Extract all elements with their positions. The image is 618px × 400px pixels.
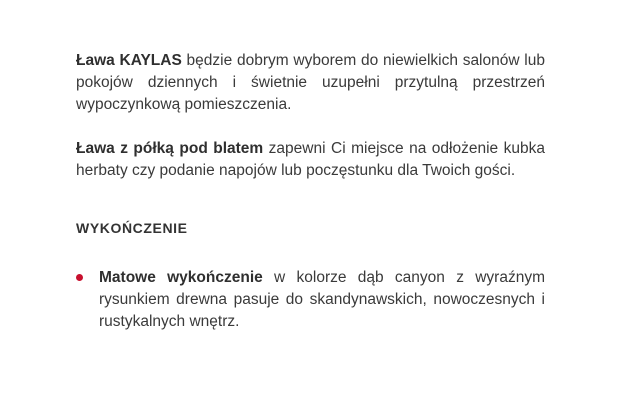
bullet-dot-icon: [76, 274, 83, 281]
feature-bold: Ława z półką pod blatem: [76, 140, 264, 157]
list-item: [76, 267, 545, 333]
finish-bullet-list: [76, 267, 545, 333]
description-paragraph-1-text: będzie dobrym wyborem do niewielkich salonów lub pokojów dziennych i świetnie uzupełni przytulną przestrzeń wypoczynkową pomieszczenia.: [76, 52, 545, 113]
list-item-text: [99, 267, 545, 333]
description-paragraph-1: [76, 50, 545, 116]
description-paragraph-2-text: zapewni Ci miejsce na odłożenie kubka herbaty czy podanie napojów lub poczęstunku dla Twoich gości.: [76, 140, 545, 179]
finish-section-heading: WYKOŃCZENIE: [76, 220, 188, 236]
list-item-bold: Matowe wykończenie: [99, 269, 263, 286]
description-paragraph-2: [76, 138, 545, 182]
product-name-bold: Ława KAYLAS: [76, 52, 182, 69]
list-item-body: w kolorze dąb canyon z wyraźnym rysunkiem drewna pasuje do skandynawskich, nowoczesnych i rustykalnych wnętrz.: [99, 269, 545, 330]
product-description: [76, 50, 545, 333]
